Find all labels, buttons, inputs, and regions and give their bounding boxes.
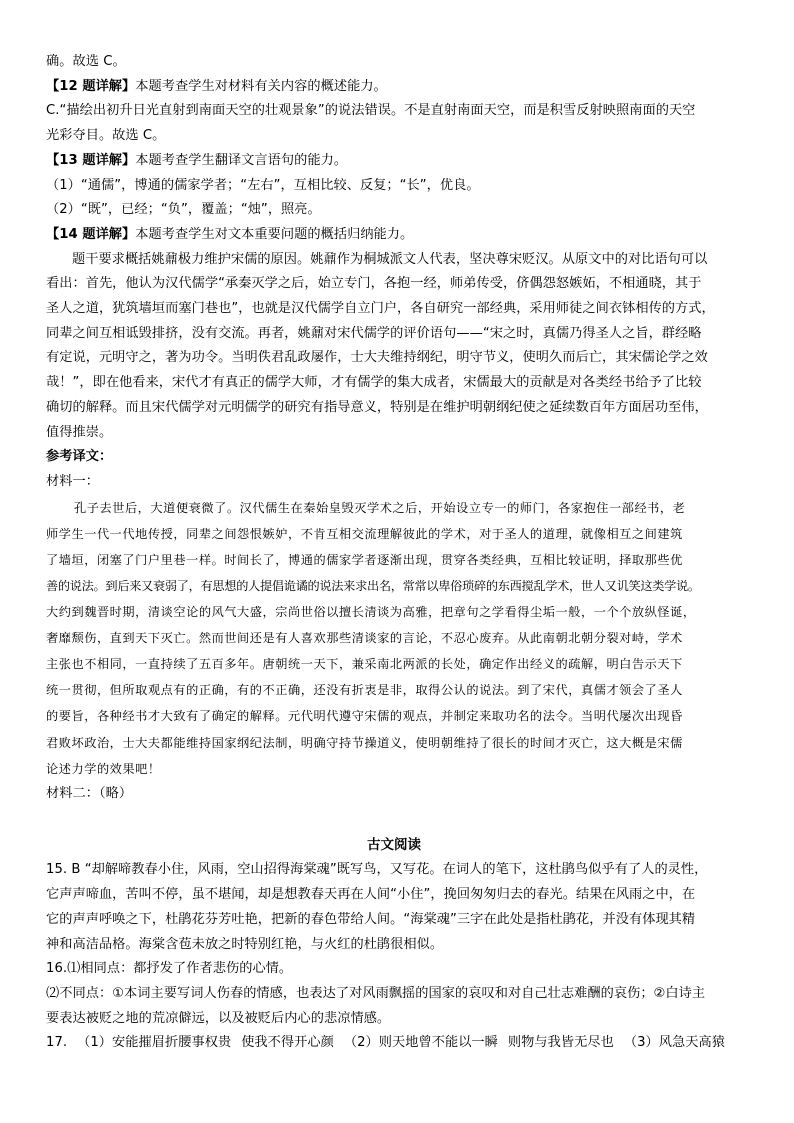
q14-intro: 本题考查学生对文本重要问题的概括归纳能力。: [135, 226, 414, 242]
material-1-line: 的要旨，各种经书才大致有了确定的解释。元代明代遵守宋儒的观点，并制定来取功名的法令。当明代屡次出现昏: [46, 709, 683, 724]
q15-line: 它声声啼血，苦叫不停，虽不堪闻，却是想教春天再在人间“小住”，挽回匆匆归去的春光。结果在风雨之中，在: [46, 887, 696, 903]
q15-line: 神和高洁品格。海棠含苞未放之时特别红艳，与火红的杜鹃很相似。: [46, 936, 444, 952]
q14-para-line: 圣人之道，犹筑墙垣而塞门巷也”，也就是汉代儒学自立门户，各自研究一部经典，采用师徒之间衣钵相传的方式，: [46, 301, 715, 317]
q14-para-line: 值得推崇。: [46, 424, 113, 440]
material-2-line: 材料二：（略）: [46, 785, 133, 801]
reference-translation-heading: 参考译文：: [46, 449, 113, 465]
q12-heading-line: [46, 75, 744, 100]
material-1-label: 材料一：: [46, 473, 99, 489]
q14-para-line: 看出：首先，他认为汉代儒学“承秦灭学之后，始立专门，各抱一经，师弟传受，侪偶怨怒嫉妬，不相通晓，其于: [46, 276, 702, 292]
q13-heading: 【13 题详解】: [46, 152, 136, 168]
material-1-line: 统一贯彻，但所取观点有的正确，有的不正确，还没有折衷是非，取得公认的说法。到了宋代，真儒才领会了圣人: [46, 683, 683, 698]
q12-line-2: 光彩夺目。故选 C。: [46, 128, 166, 144]
q16-line-2: ⑵不同点：①本词主要写词人伤春的情感，也表达了对风雨飘摇的国家的哀叹和对自己壮志难酬的哀伤；②白诗主: [46, 985, 706, 1001]
q14-heading-line: [46, 223, 744, 248]
material-1-line: 大约到魏晋时期，清谈空论的风气大盛，宗尚世俗以擅长清谈为高雅，把章句之学看得尘垢一般，一个个放纵怪诞，: [46, 605, 696, 620]
q13-intro: 本题考查学生翻译文言语句的能力。: [135, 152, 348, 168]
q17-answer-3a: （3）风急天高猿: [623, 1035, 725, 1051]
q16-line-1: 16.⑴相同点：都抒发了作者悲伤的心情。: [46, 961, 293, 977]
material-1-line: 孔子去世后，大道便衰微了。汉代儒生在秦始皇毁灭学术之后，开始设立专一的师门，各家抱住一部经书，老: [74, 500, 686, 515]
q12-heading: 【12 题详解】: [46, 78, 136, 94]
q14-para-line: 有定说，元明守之，著为功令。当明佚君乱政屡作，士大夫维持纲纪，明守节义，使明久而后亡，其宋儒论学之效: [46, 350, 708, 366]
q17-number: 17.: [46, 1035, 68, 1051]
q14-para-line: 同辈之间互相诋毁排挤，没有交流。再者，姚鼐对宋代儒学的评价语句——“宋之时，真儒乃得圣人之旨，群经略: [46, 325, 702, 341]
material-1-line: 师学生一代一代地传授，同辈之间怨恨嫉妒，不肯互相交流理解彼此的学术，对于圣人的道理，就像相互之间建筑: [46, 526, 683, 541]
q12-intro: 本题考查学生对材料有关内容的概述能力。: [135, 78, 387, 94]
q15-line: 它的声声呼唤之下，杜鹃花芬芳吐艳，把新的春色带给人间。“海棠魂”三字在此处是指杜鹃花，并没有体现其精: [46, 911, 696, 927]
material-1-line: 奢靡颓伤，直到天下灭亡。然而世间还是有人喜欢那些清谈家的言论，不忍心废弃。从此南朝北朝分裂对峙，学术: [46, 631, 683, 646]
q16-line-3: 要表达被贬之地的荒凉僻远，以及被贬后内心的悲凉情感。: [46, 1010, 391, 1026]
q14-heading: 【14 题详解】: [46, 226, 136, 242]
q13-item-2: （2）“既”，已经；“负”，覆盖；“烛”，照亮。: [46, 202, 321, 218]
material-1-line: 论述力学的效果吧！: [46, 761, 161, 776]
q14-para-line: 确切的解释。而且宋代儒学对元明儒学的研究有指导意义，特别是在维护明朝纲纪使之延续数百年方面居功至伟，: [46, 399, 708, 415]
material-1-line: 了墙垣，闭塞了门户里巷一样。时间长了，博通的儒家学者逐渐出现，贯穿各类经典，互相比较证明，择取那些优: [46, 552, 683, 567]
q17-line: [46, 1031, 744, 1056]
q14-para-line: 哉！”，即在他看来，宋代才有真正的儒学大师，才有儒学的集大成者，宋儒最大的贡献是对各类经书给予了比较: [46, 375, 702, 391]
q17-answer-1a: （1）安能摧眉折腰事权贵: [77, 1035, 232, 1051]
material-1-line: 善的说法。到后来又衰弱了，有思想的人提倡诡谲的说法来求出名，常常以卑俗琐碎的东西搅乱学术，世人又讥笑这类学说。: [46, 578, 700, 593]
section-title: 古文阅读: [367, 837, 421, 854]
q17-answer-1b: 使我不得开心颜: [241, 1035, 334, 1051]
material-1-line: 主张也不相同，一直持续了五百多年。唐朝统一天下，兼采南北两派的长处，确定作出经义的疏解，明白告示天下: [46, 657, 683, 672]
q11-tail-line: 确。故选 C。: [46, 54, 126, 69]
q17-answer-2b: 则物与我皆无尽也: [507, 1035, 614, 1051]
q17-answer-2a: （2）则天地曾不能以一瞬: [343, 1035, 498, 1051]
q14-para-line: 题干要求概括姚鼐极力维护宋儒的原因。姚鼐作为桐城派文人代表，坚决尊宋贬汉。从原文中的对比语句可以: [72, 251, 708, 267]
q12-line-1: C.“描绘出初升日光直射到南面天空的壮观景象”的说法错误。不是直射南面天空，而是积雪反射映照南面的天空: [46, 103, 696, 119]
section-gap: [46, 806, 744, 833]
q15-line: 15. B “却解啼教春小住，风雨，空山招得海棠魂”既写鸟，又写花。在词人的笔下，这杜鹃鸟似乎有了人的灵性，: [46, 862, 708, 878]
material-1-line: 君败坏政治，士大夫都能维持国家纲纪法制，明确守持节操道义，使明朝维持了很长的时间才灭亡，这大概是宋儒: [46, 735, 683, 750]
q13-item-1: （1）“通儒”，博通的儒家学者；“左右”，互相比较、反复；“长”，优良。: [46, 177, 480, 193]
q13-heading-line: [46, 149, 744, 174]
